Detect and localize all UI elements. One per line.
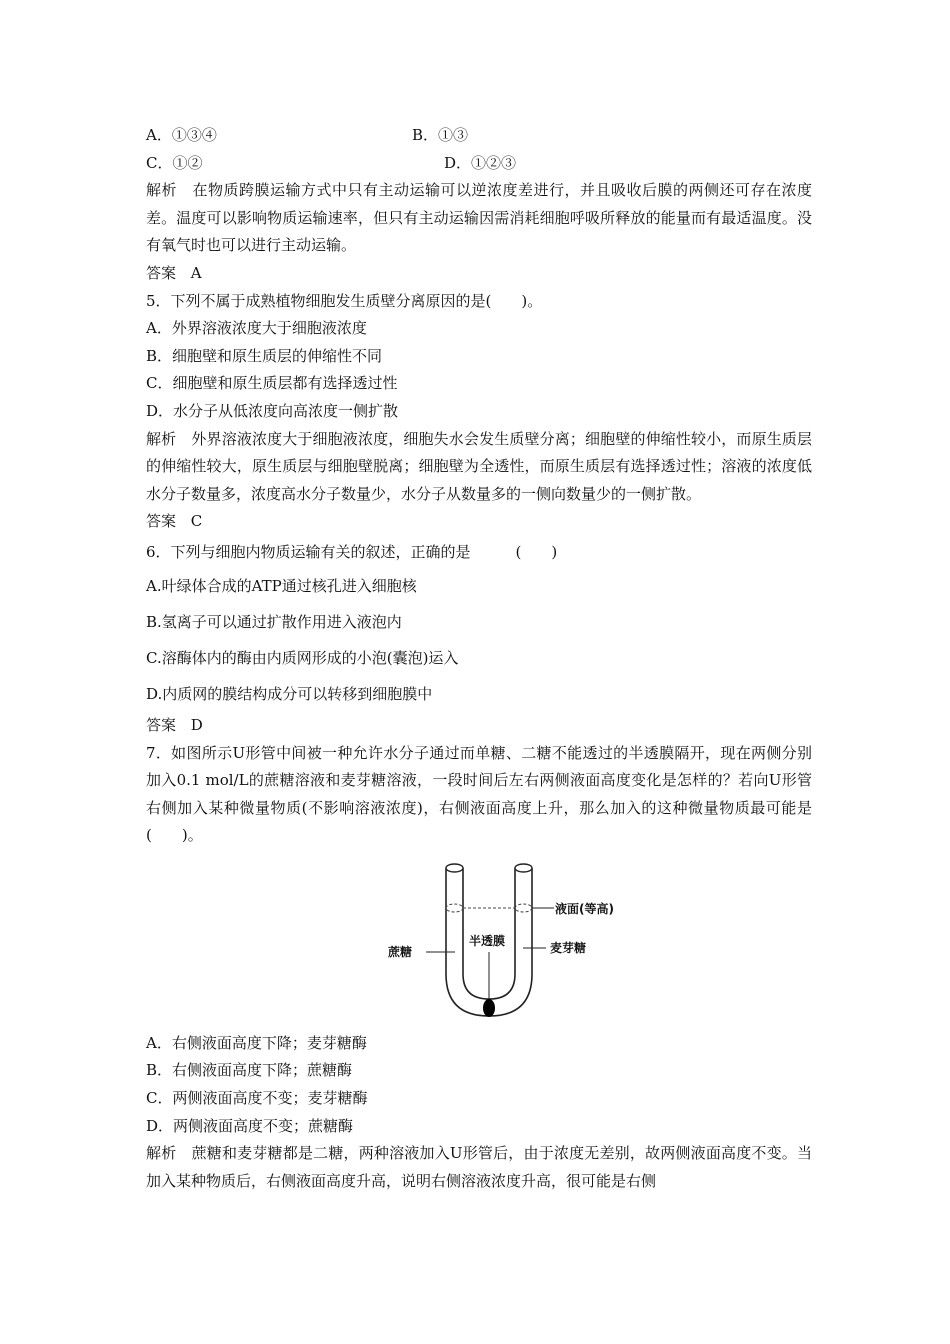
q6-answer bbox=[146, 712, 812, 740]
label-sucrose: 蔗糖 bbox=[388, 944, 413, 959]
label-membrane: 半透膜 bbox=[469, 933, 506, 948]
q4-analysis: 解析 在物质跨膜运输方式中只有主动运输可以逆浓度差进行，并且吸收后膜的两侧还可存在浓度差。温度可以影响物质运输速率，但只有主动运输因需消耗细胞呼吸所释放的能量而有最适温度。没有氧气时也可以进行主动运输。 bbox=[146, 181, 812, 255]
q4-option-row-2 bbox=[146, 150, 812, 178]
u-tube-figure bbox=[146, 850, 812, 1030]
left-liquid-surface bbox=[446, 904, 463, 912]
q7-analysis: 解析 蔗糖和麦芽糖都是二糖，两种溶液加入U形管后，由于浓度无差别，故两侧液面高度不变。当加入某种物质后，右侧液面高度升高，说明右侧溶液浓度升高，很可能是右侧 bbox=[146, 1144, 812, 1190]
q5-option-b: B．细胞壁和原生质层的伸缩性不同 bbox=[146, 346, 383, 365]
q4-option-c: C．①② bbox=[146, 153, 203, 172]
q4-options bbox=[146, 122, 812, 177]
q7-option-a: A．右侧液面高度下降；麦芽糖酶 bbox=[146, 1033, 367, 1052]
q5-option-d: D．水分子从低浓度向高浓度一侧扩散 bbox=[146, 401, 399, 420]
q6-option-a: A.叶绿体合成的ATP通过核孔进入细胞核 bbox=[146, 576, 417, 595]
q6-stem: 6．下列与细胞内物质运输有关的叙述，正确的是 ( ) bbox=[146, 542, 558, 561]
q5-option-c: C．细胞壁和原生质层都有选择透过性 bbox=[146, 374, 398, 393]
q6-option-d: D.内质网的膜结构成分可以转移到细胞膜中 bbox=[146, 684, 433, 703]
left-tube-opening bbox=[446, 864, 463, 872]
q6-option-b: B.氢离子可以通过扩散作用进入液泡内 bbox=[146, 612, 402, 631]
q4-option-row-1 bbox=[146, 122, 812, 150]
q7-option-d: D．两侧液面高度不变；蔗糖酶 bbox=[146, 1116, 354, 1135]
label-maltose: 麦芽糖 bbox=[550, 940, 587, 955]
q4-option-a: A．①③④ bbox=[146, 126, 217, 144]
u-tube-diagram bbox=[386, 856, 616, 1026]
right-liquid-surface bbox=[515, 904, 532, 912]
label-liquid-surface: 液面(等高) bbox=[555, 901, 614, 916]
document-page bbox=[146, 122, 812, 1195]
q4-answer bbox=[146, 260, 812, 288]
q6-option-c: C.溶酶体内的酶由内质网形成的小泡(囊泡)运入 bbox=[146, 648, 459, 667]
q4-answer-value: A bbox=[190, 263, 202, 282]
q5-answer bbox=[146, 508, 812, 536]
q4-option-b: B．①③ bbox=[412, 126, 469, 144]
q5-answer-value: C bbox=[190, 512, 203, 531]
q5-stem: 5．下列不属于成熟植物细胞发生质壁分离原因的是( )。 bbox=[146, 291, 543, 310]
q4-option-d: D．①②③ bbox=[444, 153, 517, 172]
q7-stem: 7．如图所示U形管中间被一种允许水分子通过而单糖、二糖不能透过的半透膜隔开，现在两侧分别加入0.1 mol/L的蔗糖溶液和麦芽糖溶液，一段时间后左右两侧液面高度变化是怎样的？若向U形管右侧加入某种微量物质(不影响溶液浓度)，右侧液面高度上升，那么加入的这种微量物质最可能是( )。 bbox=[146, 743, 812, 845]
q4-answer-label: 答案 bbox=[146, 263, 177, 282]
q7-option-c: C．两侧液面高度不变；麦芽糖酶 bbox=[146, 1089, 368, 1108]
q6-answer-label: 答案 bbox=[146, 715, 177, 734]
q5-answer-label: 答案 bbox=[146, 512, 177, 531]
q7-option-b: B．右侧液面高度下降；蔗糖酶 bbox=[146, 1061, 353, 1080]
semipermeable-membrane bbox=[483, 999, 495, 1017]
q5-option-a: A．外界溶液浓度大于细胞液浓度 bbox=[146, 319, 367, 338]
q5-analysis: 解析 外界溶液浓度大于细胞液浓度，细胞失水会发生质壁分离；细胞壁的伸缩性较小，而原生质层的伸缩性较大，原生质层与细胞壁脱离；细胞壁为全透性，而原生质层有选择透过性；溶液的浓度低水分子数量多，浓度高水分子数量少，水分子从数量多的一侧向数量少的一侧扩散。 bbox=[146, 429, 812, 503]
right-tube-opening bbox=[515, 864, 532, 872]
q6-answer-value: D bbox=[190, 715, 203, 734]
